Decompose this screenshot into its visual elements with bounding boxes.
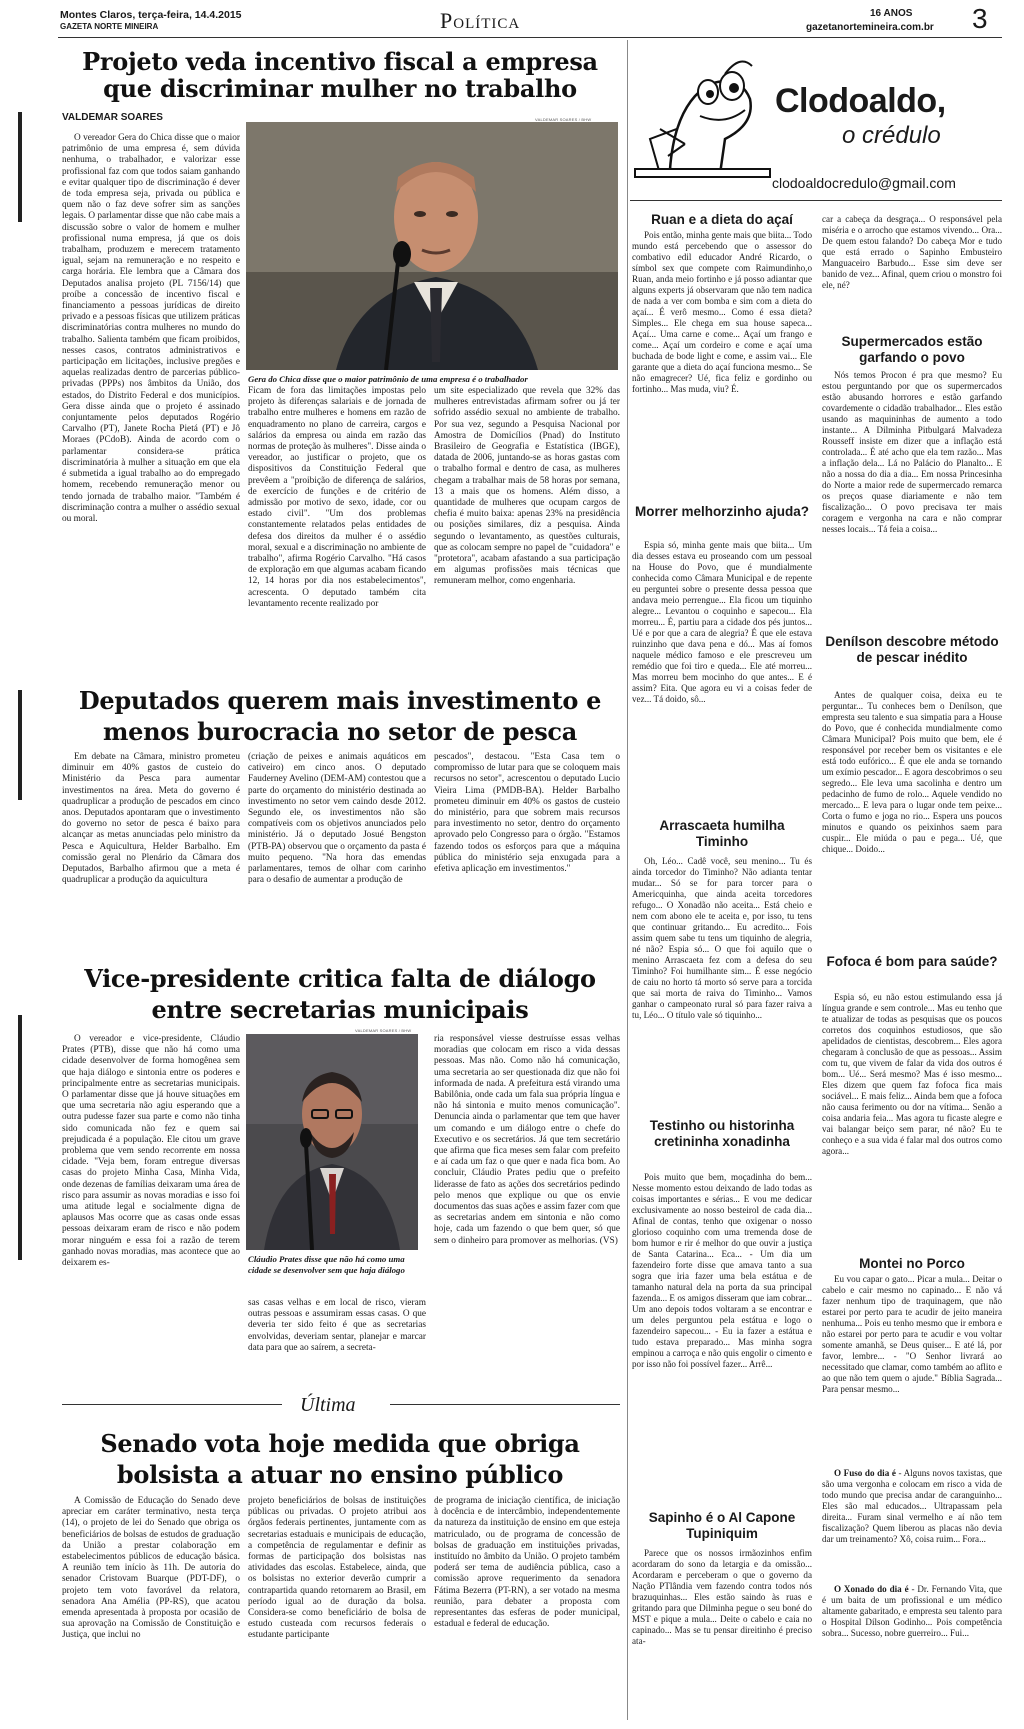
article1-col2: Ficam de fora das limitações impostas pelo projeto às diferenças salariais e de jornada de trabalho entre mulheres e homens em razão de enquadramento no plano de carreira, cargos e salários da empresa ou ainda em razão das normas de proteção às mulheres". Disse ainda o vereador, ao justificar o projeto, que os dispositivos da Constituição Federal que prevêem a "proibição de diferença de salários, de exercício de funções e de critério de admissão por motivo de sexo, idade, cor ou estado civil". "Um dos problemas constantemente relatados pelas entidades de defesa dos direitos da mulher é o assédio moral, sexual e a discriminação no ambiente de trabalho", afirma Rogério Carvalho. "Há casos de exploração em que algumas acabam ficando 12, 14 horas por dia nos estabelecimentos", acrescenta. O deputado também cita levantamento recente realizado por	[248, 386, 426, 609]
column-left-title-0: Ruan e a dieta do açaí	[651, 212, 793, 227]
dateline: Montes Claros, terça-feira, 14.4.2015	[60, 9, 242, 21]
article4-col1: A Comissão de Educação do Senado deve apreciar em caráter terminativo, nesta terça (14), o projeto de lei do Senado que obriga os beneficiários de bolsas de estudos de graduação da União a prestar colaboração em estabelecimentos públicos de educação básica. A reunião tem início às 11h. De autoria do senador Cristovam Buarque (PDT-DF), o projeto tem voto favorável da relatora, senadora Ana Amélia (PP-RS), que acatou emenda apresentada à proposta por ocasião de sua aprovação na Comissão de Constituição e Justiça, que inclui no	[62, 1496, 240, 1641]
column-left-title-3: Testinho ou historinha cretininha xonadinha	[649, 1118, 795, 1149]
ultima-rule-right	[390, 1404, 620, 1405]
column-left-text-4: Parece que os nossos irmãozinhos enfim acordaram do sono da letargia e da omissão... Acordaram e perceberam o que o governo da Nação PTlândia vem fazendo contra todos nós brazuquinhas... Eles estão saindo às ruas e gritando para que Dilminha pegue o seu boné do MST e pique a mula... Deite o cabelo e caia no capinado... Mas se tu pensar direitinho é preciso ata-	[632, 1548, 812, 1646]
fuso-text: - Alguns novos taxistas, que são uma vergonha e colocam em risco a vida de todo mundo que precisa andar de caranguinho... Eles são mal educados... Ultrapassam pela direita... Furam sinal vermelho e aí não tem fiscalização? Quem liberou as placas não devia dar um treinamento? Xô, coisa ruim... Fora...	[822, 1468, 1002, 1544]
site-url: gazetanortemineira.com.br	[806, 22, 934, 33]
column-name-line2: o crédulo	[842, 122, 941, 149]
article2-headline: Deputados querem mais investimento e menos burocracia no setor de pesca	[78, 686, 602, 746]
column-left-text-2: Oh, Léo... Cadê você, seu menino... Tu és ainda torcedor do Timinho? Não adianta tentar mudar... Só se for para torcer para o Americquinha, que ainda aceita torcedores refugo... O Xonadão não aceita... Está cheio e nem com abono ele te aceita e, por isso, tu tens que continuar gritando... Eu acredito... Fois assim quem sabe tu tens um tiquinho de alegria, né não? Espia só... O que foi aquilo que o menino Arrascaeta fez com a defesa do seu Timinho? Foi humilhante sim... É esse negócio de caiu no horto tá morto só serve para a torcida que sai morta de raiva do Timinho... Vamos ganhar o campeonato rural só para fazer raiva a tu, Léo... O título vale só tiquinho...	[632, 856, 812, 1020]
fuso-label: O Fuso do dia é	[834, 1468, 896, 1478]
article2-col1: Em debate na Câmara, ministro prometeu diminuir em 40% gastos de custeio do Ministério da Pesca para aumentar investimentos na área. Meta do governo é quadruplicar a produção de pescados em cinco anos. Deputados apontaram que o investimento do governo no setor de pesca é baixo para alcançar as metas anunciadas pelo ministro da Pesca e Aquicultura, Helder Barbalho. Em comissão geral no Plenário da Câmara dos Deputados, Barbalho afirmou que a meta é quadruplicar a produção da aquicultura	[62, 752, 240, 886]
column-right-title-0: Supermercados estão garfando o povo	[841, 334, 983, 365]
column-right-text-3: Eu vou capar o gato... Picar a mula... Deitar o cabelo e cair mesmo no capinado... E não vá fazer nenhum tipo de traquinagem, que não estarei por perto para te acudir de jeito maneira nenhuma... Pois eu tenho mesmo que ir embora e não estarei por perto para te acudir e vou voltar somente amanhã, se Deus quiser... E até lá, por favor, lembre... - "O Senhor livrará ao necessitado que clamar, como também ao aflito e ao que não tem quem o ajude." Bíblia Sagrada... Para pensar mesmo...	[822, 1274, 1002, 1394]
header-rule	[58, 37, 1002, 38]
column-xonado	[822, 1584, 1002, 1716]
column-email: clodoaldocredulo@gmail.com	[772, 175, 956, 191]
councilman-portrait-icon	[246, 1034, 418, 1250]
article3-headline: Vice-presidente critica falta de diálogo entre secretarias municipais	[84, 964, 596, 1024]
article1-photo	[246, 122, 618, 370]
margin-bar-top	[18, 112, 22, 222]
article4-col2: projeto beneficiários de bolsas de instituições públicas ou privadas. O projeto atribui aos órgãos federais pertinentes, juntamente com as secretarias estaduais e municipais de educação, a competência de regulamentar e definir as formas de participação dos bolsistas nas atividades das escolas. Estabelece, ainda, que os bolsistas no exterior deverão cumprir a contrapartida quando retornarem ao Brasil, em período igual ao de duração da bolsa. Considera-se como beneficiário de bolsa de estudo custeada com recursos federais o estudante participante	[248, 1496, 426, 1641]
xonado-label: O Xonado do dia é	[834, 1584, 909, 1594]
ultima-rule-left	[62, 1404, 282, 1405]
article3-col1: O vereador e vice-presidente, Cláudio Prates (PTB), disse que não há como uma cidade desenvolver de forma homogênea sem que haja diálogo e sintonia entre os poderes e principalmente entre as secretarias municipais. O parlamentar disse que já houve situações em que uma secretaria não agiu esperando que a outra pudesse fazer sua parte e como não tinha sido comunicada não fez e quem sai prejudicada é a população. Ele citou um grave problema que vem sendo recorrente em nossa cidade. "Veja bem, foram entregue diversas casas do projeto Minha Casa, Minha Vida, onde dezenas de famílias deixaram uma área de risco para assumir as novas moradias e isso foi uma atitude legal e socialmente digna de aplausos Mas ocorre que as casas onde essas pessoas deixaram eram de risco e não podem morar ninguém e essa foi a razão de terem ganhado novas moradias, mas acontece que ao deixarem es-	[62, 1034, 240, 1269]
article1-caption: Gera do Chica disse que o maior patrimônio de uma empresa é o trabalhador	[248, 374, 528, 384]
article2-col2: (criação de peixes e animais aquáticos em cativeiro) em cinco anos. O deputado Fauderney Avelino (DEM-AM) contestou que a parte do orçamento do ministério destinada ao investimento no setor vem caindo desde 2012. Segundo ele, os investimentos não são compatíveis com os objetivos anunciados pelo ministério. Já o deputado Josué Bengston (PTB-PA) observou que o orçamento da pasta é muito pequeno. "Na hora das emendas parlamentares, temos de olhar com carinho para o desafio de aumentar a produção de	[248, 752, 426, 886]
article3-photo-credit: VALDEMAR SOARES / BHW	[355, 1028, 412, 1033]
column-right-title-2: Fofoca é bom para saúde?	[826, 954, 998, 969]
article1-byline: VALDEMAR SOARES	[62, 112, 163, 123]
column-left-title-1: Morrer melhorzinho ajuda?	[634, 504, 810, 519]
column-right-title-1: Denílson descobre método de pescar inédito	[825, 634, 999, 665]
column-divider	[627, 40, 628, 1720]
margin-bar-low	[18, 1015, 22, 1260]
article3-col2: sas casas velhas e em local de risco, vieram outras pessoas e assumiram essas casas. O que deveria ter sido feito é que as secretarias envolvidas, deveriam sentar, planejar e marcar data para que ao saírem, a secreta-	[248, 1298, 426, 1353]
clodoaldo-mascot-icon	[630, 44, 780, 194]
article1-col3: um site especializado que revela que 32% das mulheres entrevistadas afirmam sofrer ou já ter sofrido assédio sexual no ambiente de trabalho. Por sua vez, segundo a Pesquisa Nacional por Amostra de Domicílios (Pnad) do Instituto Brasileiro de Geografia e Estatística (IBGE), datada de 2006, juntando-se as horas gastas com o trabalho formal e dentro de casa, as mulheres chegam a trabalhar mais de 58 horas por semana, 13 a mais que os homens. Além disso, a quantidade de mulheres que ocupam cargos de chefia é muito baixa: apenas 23% na presidência ou posições similares, diz a pesquisa. Ainda segundo o levantamento, as questões culturais, que as colocam sempre no papel de "cuidadora" e "protetora", acabam afastando a sua participação em algumas profissões mais técnicas que remuneram melhor, como engenharia.	[434, 386, 620, 587]
column-left-text-0: Pois então, minha gente mais que biita... Todo mundo está percebendo que o assessor do combativo edil educador André Ricardo, o símbol sex que compete com Raimundinho,o Ruan, anda meio fortinho e já posso adiantar que alguns experts já observaram que não tem nadica de nada a ver com bomba e sim com a dieta do açaí... É verô mesmo... Como é essa dieta? Simples... Ele chega em sua house sapeca... Açaí... Uma carne e come... Açaí um frango e come... Açaí um cordeiro e come e açaí uma buchada de bode light e come, e assim vai... Ele garante que a dieta do açaí funciona mesmo... Se não emagrecer? Ué, fica feliz e gordinho ou fortinho... Mas muda, viu? É.	[632, 230, 812, 394]
column-right-title-3: Montei no Porco	[859, 1256, 965, 1271]
anniversary-badge: 16 ANOS	[870, 8, 913, 19]
column-header-rule	[630, 200, 1002, 201]
paper-name: GAZETA NORTE MINEIRA	[60, 22, 159, 31]
article1-photo-credit: VALDEMAR SOARES / BHW	[535, 117, 592, 122]
article4-col3: de programa de iniciação científica, de iniciação à docência e de intercâmbio, independentemente da natureza da instituição de ensino em que esteja matriculado, ou de programa de concessão de bolsas de graduação em instituições privadas, instituído no âmbito da União. O projeto também poderá ser tema de audiência pública, caso a comissão aprove requerimento da senadora Fátima Bezerra (PT-RN), a ser votado na mesma reunião, para debater a proposta com representantes das esferas de poder municipal, estadual e federal de educação.	[434, 1496, 620, 1630]
column-left-text-3: Pois muito que bem, moçadinha do bem... Nesse momento estou deixando de lado todas as coisas importantes e sérias... E vou me dedicar exclusivamente ao nosso besteirol de cada dia... Afinal de contas, tenho que oxigenar o nosso glorioso coquinho com uma tremenda dose de bom humor e rir é melhor do que ouvir a justiça de Santa Catarina... Eca... - Um dia um fazendeiro forte disse que amava tanto a sua sogra que iria fazer uma bela estátua e de tamanho natural dela na porta da sua principal fazenda... E os amigos disseram que iam cobrar... Um ano depois todos voltaram a se encontrar e um deles perguntou pela estátua e logo o fazendeiro sapecou... - Eu ia fazer a estátua e tudo estava preparado... Mas minha sogra empinou a carroça e não quis engolir o cimento e por isso não foi possível fazer... Arrê...	[632, 1172, 812, 1369]
column-left-title-2: Arrascaeta humilha Timinho	[659, 818, 785, 849]
column-right-text-0: Nós temos Procon é pra que mesmo? Eu estou perguntando por que os supermercados estão abusando horrores e estão garfando covardemente o cidadão trabalhador... Eles estão usando as maquininhas de aumento a todo instante... A Dilminha Pitbulgará Malvadeza Rousseff insiste em dizer que a inflação está controlada... É até acho que ela tem razão... Mas a inflação dela... Lá no Palácio do Planalto... E não a nossa do dia a dia... Em nossa Princesinha do Norte a maior rede de supermercado remarca os preços quase diariamente e não tem fiscalização... O povo precisava ter mais coragem e vergonha na cara e não comprar nesses locais... Tá feia a coisa...	[822, 370, 1002, 534]
xonado-text: - Dr. Fernando Vita, que é um baita de um profissional e um médico altamente gabaritado, e empresta seu talento para o Hospital Dílson Godinho... Pois competência sobra... Sucesso, nobre guerreiro... Fui...	[822, 1584, 1002, 1638]
ultima-label: Última	[300, 1394, 356, 1416]
article2-col3: pescados", destacou. "Esta Casa tem o compromisso de lutar para que se coloquem mais recursos no setor", acrescentou o deputado Lucio Vieira Lima (PMDB-BA). Helder Barbalho prometeu diminuir em 40% os gastos de custeio do ministério, para que sobrem mais recursos para investimento no setor, dentro do orçamento aprovado pelo Congresso para o órgão. "Estamos fazendo todos os esforços para que a máquina pública do ministério seja enxugada para a efetiva aplicação em investimentos."	[434, 752, 620, 875]
column-left-text-1: Espia só, minha gente mais que biita... Um dia desses estava eu proseando com um pessoal na House do Povo, que é mundialmente conhecida como Câmara Municipal e de repente eu perguntei sobre o presente dessa pessoa que andava meio perrengue... Ela ficou um tiquinho alegre... Levantou o coquinho e sapecou... Ela morreu... É, partiu para a cidade dos pés juntos... Ué e por que a cara de alegria? É que ele estava ruinzinho que dava pena e dó... Mas aí fomos naquele médico famoso e ele prescreveu um remédio que foi tiro e queda... Ele até morreu... Mas morreu bem mocinho do que antes... E é assim? Eita. Que agora eu vi a coisas feder de vez... Tá doido, sô...	[632, 540, 812, 704]
article1-headline: Projeto veda incentivo fiscal a empresa que discriminar mulher no trabalho	[82, 47, 598, 103]
article4-headline: Senado vota hoje medida que obriga bolsista a atuar no ensino público	[100, 1429, 580, 1489]
column-left-title-4: Sapinho é o Al Capone Tupiniquim	[648, 1510, 796, 1541]
article3-col3: ria responsável viesse destruísse essas velhas moradias que colocam em risco a vida dessas pessoas. Mas não. Como não há comunicação, uma secretaria ao ser questionada diz que não foi informada de nada. A prefeitura está virando uma Babilônia, onde cada um fala sua própria língua e não há sintonia e muito menos comunicação". Denuncia ainda o parlamentar que tem que haver um comando e um diálogo entre o chefe do Executivo e os secretários. Já que tem secretário que afirma que fica meses sem falar com prefeito e aí cada um faz o que quer e nada fica bom. Ao concluir, Cláudio Prates pediu que o prefeito liderasse de fato as ações dos secretários pedindo pelo menos que explique ou que os envie documentos das suas ações e assim fazer com que as secretarias andem em sintonia e não como hoje, cada um fazendo o que bem quer, só que sem o dinheiro para promover as melhorias. (VS)	[434, 1034, 620, 1246]
speaker-portrait-icon	[246, 122, 618, 370]
article3-photo	[246, 1034, 418, 1250]
article1-col1: O vereador Gera do Chica disse que o maior patrimônio de uma empresa é, sem dúvida nenhuma, o trabalhador, e valorizar esse profissional faz com que todos saiam ganhando e evitar qualquer tipo de discriminação é dever de toda empresa seja, privada ou pública e quem não o faz deve sofrer sim as sanções legais. O parlamentar disse que não cabe mais a discussão sobre o valor de homem e mulher profissional numa empresa, já que os dois trabalham, produzem e merecem tratamento igual, sejam na remuneração e no respeito e carga horária. Ele lembra que a Câmara dos Deputados analisa projeto (PL 7156/14) que proíbe a concessão de incentivo fiscal e financiamento a pessoas jurídicas de direito privado e a pessoas físicas que utilizem práticas discriminatórias contra mulheres no mundo do trabalho. Salienta também que ficam proibidos, nesses casos, contratos administrativos e participação em licitações, inclusive pregões e aquelas realizadas dentro de parcerias público-privadas (PPPs) nos âmbitos da União, dos estados, do Distrito Federal e dos municípios. Gera disse ainda que o projeto é assinado conjuntamente pelos deputados Rogério Carvalho (PT), Janete Rocha Pietá (PT) e Jô Moraes (PCdoB). Ainda de acordo com o parlamentar considera-se prática discriminatória à mulher a situação em que ela é submetida a igual trabalho ao do empregado homem, recebendo remuneração menor ou tendo jornada de trabalho maior. "Também é discriminação contra a mulher o assédio sexual ou moral.	[62, 133, 240, 524]
column-fuso	[822, 1468, 1002, 1572]
column-right-text-1: Antes de qualquer coisa, deixa eu te perguntar... Tu conheces bem o Denílson, que empresta seu talento e sua simpatia para a House do Povo, que é conhecida mundialmente como Câmara Municipal? Pois muito que bem, ele é responsável por receber bem os visitantes e ele está todo eufórico... É que ele anda se tornando um exímio pescador... E agora descobrimos o seu segredo... Ele leva uma sacolinha e dentro um pedacinho de fumo de rolo... Aquele vendido no mercado... E leva para o lugar onde tem peixe... Corta o fumo e joga no rio... Espera uns poucos minutos e quando os peixinhos saem para cuspir... Ele miúda o pau e pega... Ué, que chique... Doido...	[822, 690, 1002, 854]
column-name-line1: Clodoaldo,	[775, 82, 946, 120]
column-right-text-2: Espia só, eu não estou estimulando essa já língua grande e sem controle... Mas eu tenho que te atualizar de todas as pesquisas que os poucos corretos dos coquinhos estudiosos, que são apelidados de cientistas, descobrem... Eles agora chegaram à conclusão de que as pessoas... Assim com tu, que vivem de falar da vida dos outros é bom... Ué... Será mesmo? Mas é isso mesmo... Eles dizem que quem faz fofoca fica mais sociável... E mais feliz... Ainda bem que a fofoca não causa ferimento ou dor na vítima... Senão a coisa andaria feia... Mas agora tu ficaste alegre e vai balangar beiço sem parar, né não? Eu te conheço e a sua vida é falar mal dos outros como agora...	[822, 992, 1002, 1156]
margin-bar-mid	[18, 690, 22, 800]
page-number: 3	[972, 3, 988, 34]
section-title: Política	[440, 8, 521, 33]
column-right-intro: car a cabeça da desgraça... O responsável pela miséria e o arrocho que estamos vivendo... Ora... De quem estou falando? Do cabeça Mor e tudo que está errado o Sapinho Embusteiro Manguaceiro Barbudo... Esse sim deve ser banido de vez... Afinal, quem criou o monstro foi ele, né?	[822, 214, 1002, 290]
article3-caption: Cláudio Prates disse que não há como uma cidade se desenvolver sem que haja diálogo	[248, 1254, 405, 1275]
